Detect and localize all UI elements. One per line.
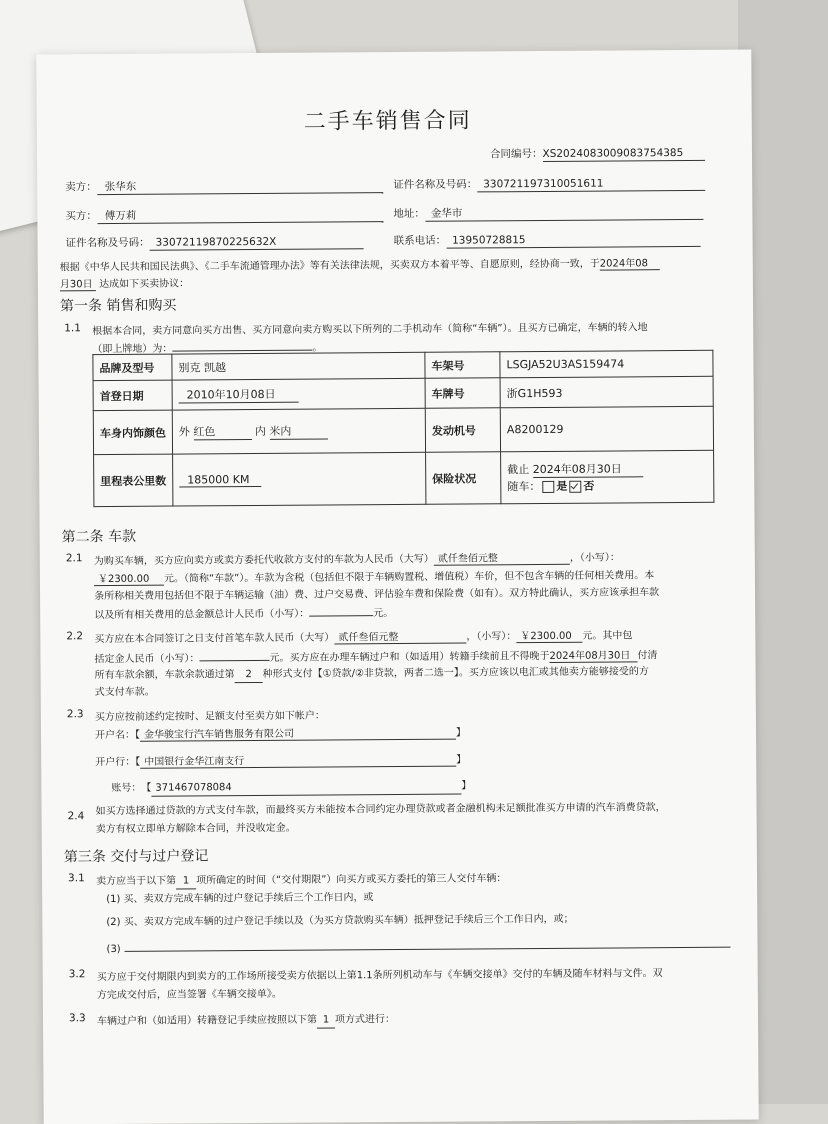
vin-value: LSGJA52U3AS159474 xyxy=(500,350,713,377)
first-payment-uppercase: 贰仟叁佰元整 xyxy=(334,628,466,645)
clause-3-2-line-2: 方完成交付后，应当签署《车辆交接单》。 xyxy=(96,988,282,1002)
account-name-row xyxy=(95,724,466,743)
bank-label: 开户行： xyxy=(95,756,136,769)
table-row xyxy=(94,450,714,506)
clause-3-3-number: 3.3 xyxy=(68,1012,86,1025)
brand-label: 品牌及型号 xyxy=(93,354,172,381)
clause-2-1-line-4 xyxy=(94,602,393,621)
insurance-until xyxy=(507,460,707,478)
exterior-prefix: 外 xyxy=(178,425,190,439)
clause-2-2-text-f: 付清 xyxy=(637,650,658,662)
clause-2-2-number: 2.2 xyxy=(66,630,84,643)
delivery-option-3-field xyxy=(125,934,731,952)
delivery-option-1: (1) 买、卖双方完成车辆的过户登记手续后三个工作日内，或 xyxy=(106,892,374,906)
clause-2-2-text-d: 括定金人民币（小写）： xyxy=(94,653,200,666)
seller-id-label: 证件名称及号码： xyxy=(393,178,478,192)
clause-2-4-number: 2.4 xyxy=(67,810,85,823)
vehicle-info-table xyxy=(92,350,714,507)
clause-2-1-text-e: 以及所有相关费用的总金额总计人民币（小写）： xyxy=(94,608,310,622)
bank-row xyxy=(95,751,466,770)
clause-2-4-line-2: 卖方有权立即单方解除本合同，并没收定金。 xyxy=(95,822,296,836)
clause-2-2-text-c: 元。其中包 xyxy=(582,630,633,642)
account-number-value: 371467078084 xyxy=(151,781,461,797)
transfer-option-number: 1 xyxy=(317,1014,335,1028)
clause-3-2-number: 3.2 xyxy=(68,968,86,981)
mileage-label: 里程表公里数 xyxy=(94,454,173,507)
no-label: 否 xyxy=(583,479,595,493)
clause-2-2-text-a: 买方应在本合同签订之日支付首笔车款人民币（大写） xyxy=(94,632,335,646)
clause-3-2-line-1: 买方应于交付期限内到卖方的工作场所接受卖方依据以上第1.1条所列机动车与《车辆交接单》交付的车辆及随车材料与文件。双 xyxy=(96,968,663,984)
total-amount-field xyxy=(309,602,373,616)
engine-value: A8200129 xyxy=(500,406,713,451)
seller-id-value: 330721197310051611 xyxy=(477,177,705,193)
brand-value: 别克 凯越 xyxy=(172,352,425,380)
clause-2-2-line-3 xyxy=(95,662,649,684)
first-registration-cell xyxy=(172,378,425,410)
bank-value: 中国银行金华江南支行 xyxy=(140,751,456,769)
clause-2-1-text-c: 元。（简称“车款”）。车款为含税（包括但不限于车辆购置税、增值税）车价，但不包含车辆的任何相关费用。本 xyxy=(163,570,655,585)
contract-number-value: XS2024083009083754385 xyxy=(542,147,704,162)
clause-3-3-line-1 xyxy=(97,1010,395,1030)
delivery-option-3 xyxy=(106,934,730,955)
clause-3-3-text-a: 车辆过户和（如适用）转籍登记手续应按照以下第 xyxy=(96,1014,318,1028)
color-label: 车身内饰颜色 xyxy=(93,410,172,455)
yes-checkbox[interactable] xyxy=(542,481,554,493)
article-2-heading: 第二条 车款 xyxy=(61,528,137,546)
table-row xyxy=(93,376,713,410)
clause-1-1-number: 1.1 xyxy=(64,322,81,335)
account-number-row xyxy=(101,776,471,797)
buyer-id-label: 证件名称及号码： xyxy=(65,236,150,250)
vin-label: 车架号 xyxy=(425,352,500,379)
bracket-close: 】 xyxy=(456,754,467,766)
clause-2-3-number: 2.3 xyxy=(66,708,84,721)
clause-2-4-line-1: 如买方选择通过贷款的方式支付车款，而最终买方未能按本合同约定办理贷款或者金融机构未足额批准买方申请的汽车消费贷款， xyxy=(95,802,666,818)
interior-color: 米内 xyxy=(269,422,327,439)
payment-method-number: 2 xyxy=(235,669,263,683)
transfer-location-field xyxy=(172,337,312,352)
clause-2-1-text-f: 元。 xyxy=(373,608,394,620)
interior-prefix: 内 xyxy=(254,424,266,438)
bracket-open: 【 xyxy=(141,782,152,794)
contract-number xyxy=(490,145,705,162)
payoff-date: 2024年08月30日 xyxy=(549,646,637,663)
insurance-label: 保险状况 xyxy=(426,452,501,505)
clause-2-1-line-3: 条所称相关费用包括但不限于车辆运输（油）费、过户交易费、评估验车费和保险费（如有）。双方特此确认，买方应该承担车款 xyxy=(94,587,660,603)
clause-2-2-text-g: 所有车款余额，车款余款通过第 xyxy=(94,669,235,682)
buyer-phone-value: 13950728815 xyxy=(446,233,700,249)
buyer-row xyxy=(65,206,383,224)
insurance-cell xyxy=(501,450,714,503)
buyer-id-value: 33072119870225632X xyxy=(150,235,364,250)
buyer-address-value: 金华市 xyxy=(425,204,703,222)
plate-value: 浙G1H593 xyxy=(500,376,713,407)
clause-1-1-end: 。 xyxy=(312,342,323,354)
price-lowercase: ￥2300.00 xyxy=(94,570,164,586)
first-payment-lowercase: ￥2300.00 xyxy=(516,627,582,643)
clause-2-1-number: 2.1 xyxy=(65,552,83,565)
clause-3-1-text-a: 卖方应当于以下第 xyxy=(96,875,177,888)
insurance-with-car xyxy=(507,477,707,494)
intro-line-2 xyxy=(60,274,189,291)
insurance-with-label: 随车： xyxy=(507,480,541,494)
bracket-close: 】 xyxy=(461,780,472,792)
contract-title: 二手车销售合同 xyxy=(303,108,472,135)
insurance-until-value: 2024年08月30日 xyxy=(533,460,643,478)
intro-date-day: 月30日 xyxy=(60,275,96,291)
clause-2-2-text-e: 元。买方应在办理车辆过户和（如适用）转籍手续前且不得晚于 xyxy=(269,650,550,664)
delivery-option-number: 1 xyxy=(176,875,196,889)
clause-2-2-line-4: 式支付车款。 xyxy=(94,686,155,699)
clause-3-1-text-b: 项所确定的时间（“交付期限”）向买方或买方委托的第三人交付车辆： xyxy=(196,873,507,887)
clause-2-2-text-b: ，（小写）： xyxy=(466,631,517,643)
clause-2-3-text: 买方应按前述约定按时、足额支付至卖方如下帐户： xyxy=(94,710,325,724)
bracket-open: 【 xyxy=(135,756,141,768)
buyer-label: 买方： xyxy=(65,210,97,223)
table-row xyxy=(93,406,713,454)
deposit-field xyxy=(199,647,269,661)
buyer-phone-label: 联系电话： xyxy=(393,234,447,248)
yes-label: 是 xyxy=(556,479,568,493)
price-uppercase: 贰仟叁佰元整 xyxy=(434,549,570,566)
seller-label: 卖方： xyxy=(65,181,97,194)
no-checkbox-checked[interactable] xyxy=(569,481,581,493)
buyer-name: 傅万莉 xyxy=(97,206,383,224)
buyer-id-row xyxy=(66,233,364,251)
bracket-close: 】 xyxy=(455,727,467,739)
delivery-option-3-label: (3) xyxy=(106,943,121,956)
seller-row xyxy=(65,177,383,195)
mileage-value: 185000 KM xyxy=(179,472,261,487)
first-registration-label: 首登日期 xyxy=(93,380,172,411)
delivery-option-2: (2) 买、卖双方完成车辆的过户登记手续以及（为买方贷款购买车辆）抵押登记手续后三个工作日内，或； xyxy=(106,913,574,929)
article-1-heading: 第一条 销售和购买 xyxy=(59,297,177,315)
mileage-cell xyxy=(173,452,426,506)
contract-page xyxy=(36,50,758,1124)
article-3-heading: 第三条 交付与过户登记 xyxy=(63,848,209,866)
buyer-address-row xyxy=(393,204,703,222)
plate-label: 车牌号 xyxy=(425,378,500,409)
clause-2-2-text-h: 种形式支付【①贷款/②非贷款，两者二选一】。买方应该以电汇或其他卖方能够接受的方 xyxy=(262,666,649,680)
clause-2-1-text-b: ，（小写）： xyxy=(569,552,620,564)
intro-line-1 xyxy=(60,254,660,274)
clause-2-2-line-1 xyxy=(94,626,632,646)
seller-id-row xyxy=(393,175,705,193)
seller-name: 张华东 xyxy=(97,177,383,195)
clause-2-1-text-a: 为购买车辆，买方应向卖方或卖方委托代收款方支付的车款为人民币（大写） xyxy=(93,553,434,568)
bracket-open: 【 xyxy=(134,729,141,741)
account-name-label: 开户名： xyxy=(94,729,136,742)
clause-3-3-text-b: 项方式进行： xyxy=(334,1014,396,1026)
contract-number-label: 合同编号： xyxy=(489,147,543,161)
buyer-phone-row xyxy=(394,231,701,249)
account-number-label: 账号： xyxy=(111,782,142,795)
clause-3-1-number: 3.1 xyxy=(67,872,85,885)
clause-1-1-label: （即上牌地）为： xyxy=(92,343,173,356)
color-cell xyxy=(172,408,425,454)
buyer-address-label: 地址： xyxy=(393,207,425,221)
clause-2-1-line-1 xyxy=(94,548,620,568)
engine-label: 发动机号 xyxy=(425,408,500,453)
intro-text: 根据《中华人民共和国民法典》、《二手车流通管理办法》等有关法律法规，买卖双方本着平等、自愿原则，经协商一致，于 xyxy=(59,258,600,274)
clause-1-1-line-1: 根据本合同，卖方同意向买方出售、买方同意向卖方购买以下所列的二手机动车（简称“车辆”）。且买方已确定，车辆的转入地 xyxy=(92,322,648,338)
clause-3-1-line-1 xyxy=(96,869,506,890)
insurance-until-prefix: 截止 xyxy=(507,463,530,477)
account-name-value: 金华骏宝行汽车销售服务有限公司 xyxy=(140,724,456,742)
intro-text-2: 达成如下买卖协议： xyxy=(99,278,190,291)
first-registration-value: 2010年10月08日 xyxy=(179,386,299,404)
exterior-color: 红色 xyxy=(193,423,251,440)
intro-date-year-month: 2024年08 xyxy=(600,254,660,270)
